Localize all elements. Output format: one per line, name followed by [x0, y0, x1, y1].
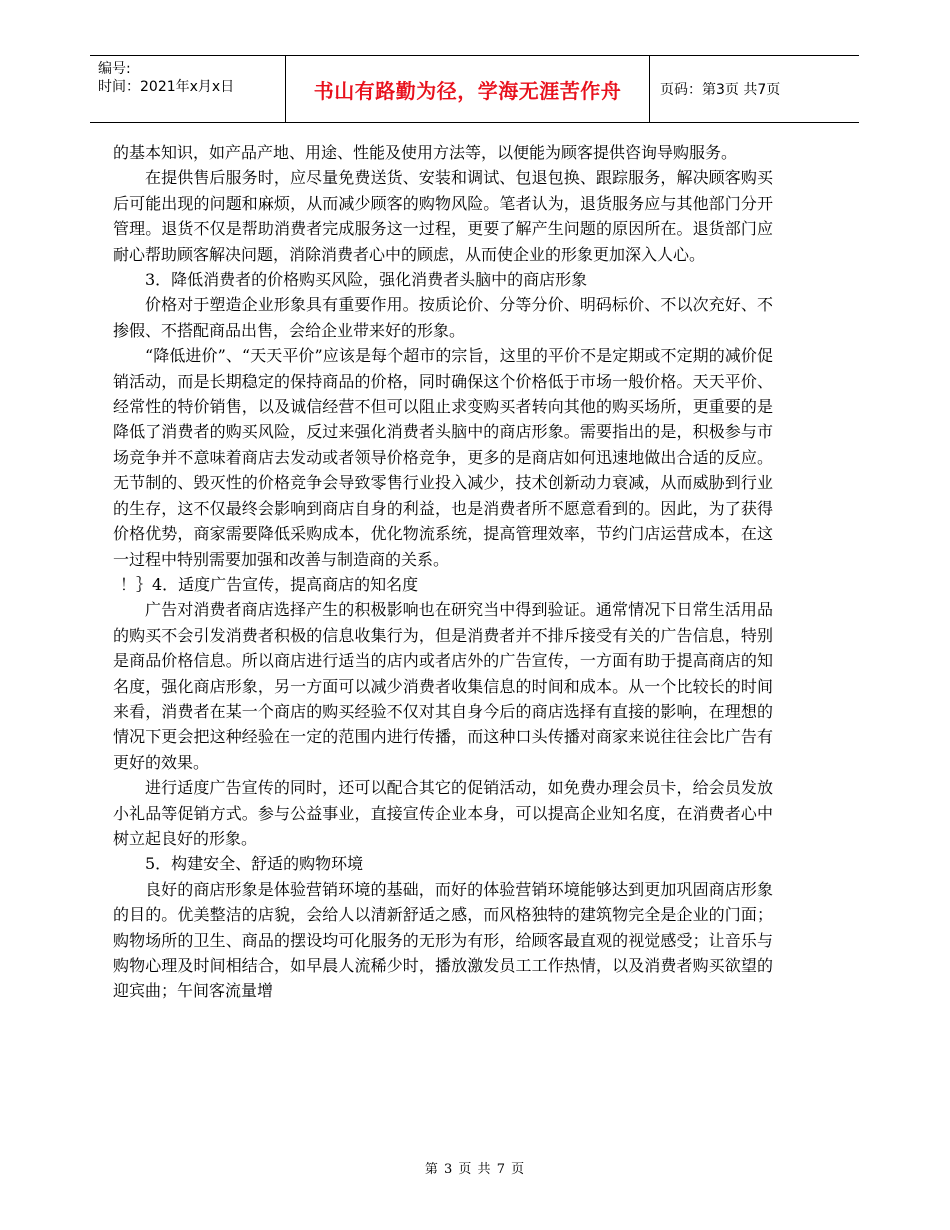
header-meta	[90, 56, 285, 122]
paragraph: 良好的商店形象是体验营销环境的基础，而好的体验营销环境能够达到更加巩固商店形象的目的。优美整洁的店貌，会给人以清新舒适之感，而风格独特的建筑物完全是企业的门面；购物场所的卫生、商品的摆设均可化服务的无形为有形，给顾客最直观的视觉感受；让音乐与购物心理及时间相结合，如早晨人流稀少时，播放激发员工工作热情，以及消费者购买欲望的迎宾曲；午间客流量增	[113, 879, 773, 1001]
paragraph: 在提供售后服务时，应尽量免费送货、安装和调试、包退包换、跟踪服务，解决顾客购买后可能出现的问题和麻烦，从而减少顾客的购物风险。笔者认为，退货服务应与其他部门分开管理。退货不仅是帮助消费者完成服务这一过程，更要了解产生问题的原因所在。退货部门应耐心帮助顾客解决问题，消除消费者心中的顾虑，从而使企业的形象更加深入人心。	[113, 168, 773, 264]
section-heading: 3．降低消费者的价格购买风险，强化消费者头脑中的商店形象	[145, 270, 588, 290]
paragraph: 广告对消费者商店选择产生的积极影响也在研究当中得到验证。通常情况下日常生活用品的购买不会引发消费者积极的信息收集行为，但是消费者并不排斥接受有关的广告信息，特别是商品价格信息。所以商店进行适当的店内或者店外的广告宣传，一方面有助于提高商店的知名度，强化商店形象，另一方面可以减少消费者收集信息的时间和成本。从一个比较长的时间来看，消费者在某一个商店的购买经验不仅对其自身今后的商店选择有直接的影响，在理想的情况下更会把这种经验在一定的范围内进行传播，而这种口头传播对商家来说往往会比广告有更好的效果。	[113, 600, 773, 772]
paragraph: “降低进价”、“天天平价”应该是每个超市的宗旨，这里的平价不是定期或不定期的减价促销活动，而是长期稳定的保持商品的价格，同时确保这个价格低于市场一般价格。天天平价、经常性的特价销售，以及诚信经营不但可以阻止求变购买者转向其他的购买场所，更重要的是降低了消费者的购买风险，反过来强化消费者头脑中的商店形象。需要指出的是，积极参与市场竞争并不意味着商店去发动或者领导价格竞争，更多的是商店如何迅速地做出合适的反应。无节制的、毁灭性的价格竞争会导致零售行业投入减少，技术创新动力衰减，从而威胁到行业的生存，这不仅最终会影响到商店自身的利益，也是消费者所不愿意看到的。因此，为了获得价格优势，商家需要降低采购成本，优化物流系统，提高管理效率，节约门店运营成本，在这一过程中特别需要加强和改善与制造商的关系。	[113, 346, 773, 569]
serial-label: 编号:	[98, 61, 131, 77]
page-header	[90, 55, 859, 123]
header-motto: 书山有路勤为径，学海无涯苦作舟	[313, 78, 622, 103]
paragraph: 价格对于塑造企业形象具有重要作用。按质论价、分等分价、明码标价、不以次充好、不掺假、不搭配商品出售，会给企业带来好的形象。	[113, 295, 773, 340]
header-motto-cell	[285, 56, 650, 122]
paragraph: 的基本知识，如产品产地、用途、性能及使用方法等，以便能为顾客提供咨询导购服务。	[113, 143, 738, 162]
section-heading: 5．构建安全、舒适的购物环境	[145, 854, 364, 874]
header-page-label: 页码：第3页 共7页	[660, 82, 781, 98]
document-body	[113, 140, 773, 1004]
section-heading: ！｝4．适度广告宣传，提高商店的知名度	[120, 574, 419, 594]
header-page-cell	[650, 56, 859, 122]
paragraph: 进行适度广告宣传的同时，还可以配合其它的促销活动，如免费办理会员卡，给会员发放小礼品等促销方式。参与公益事业，直接宣传企业本身，可以提高企业知名度，在消费者心中树立起良好的形象。	[113, 778, 773, 848]
page-footer: 第 3 页 共 7 页	[424, 1162, 526, 1177]
time-label: 时间：2021年x月x日	[98, 79, 235, 95]
